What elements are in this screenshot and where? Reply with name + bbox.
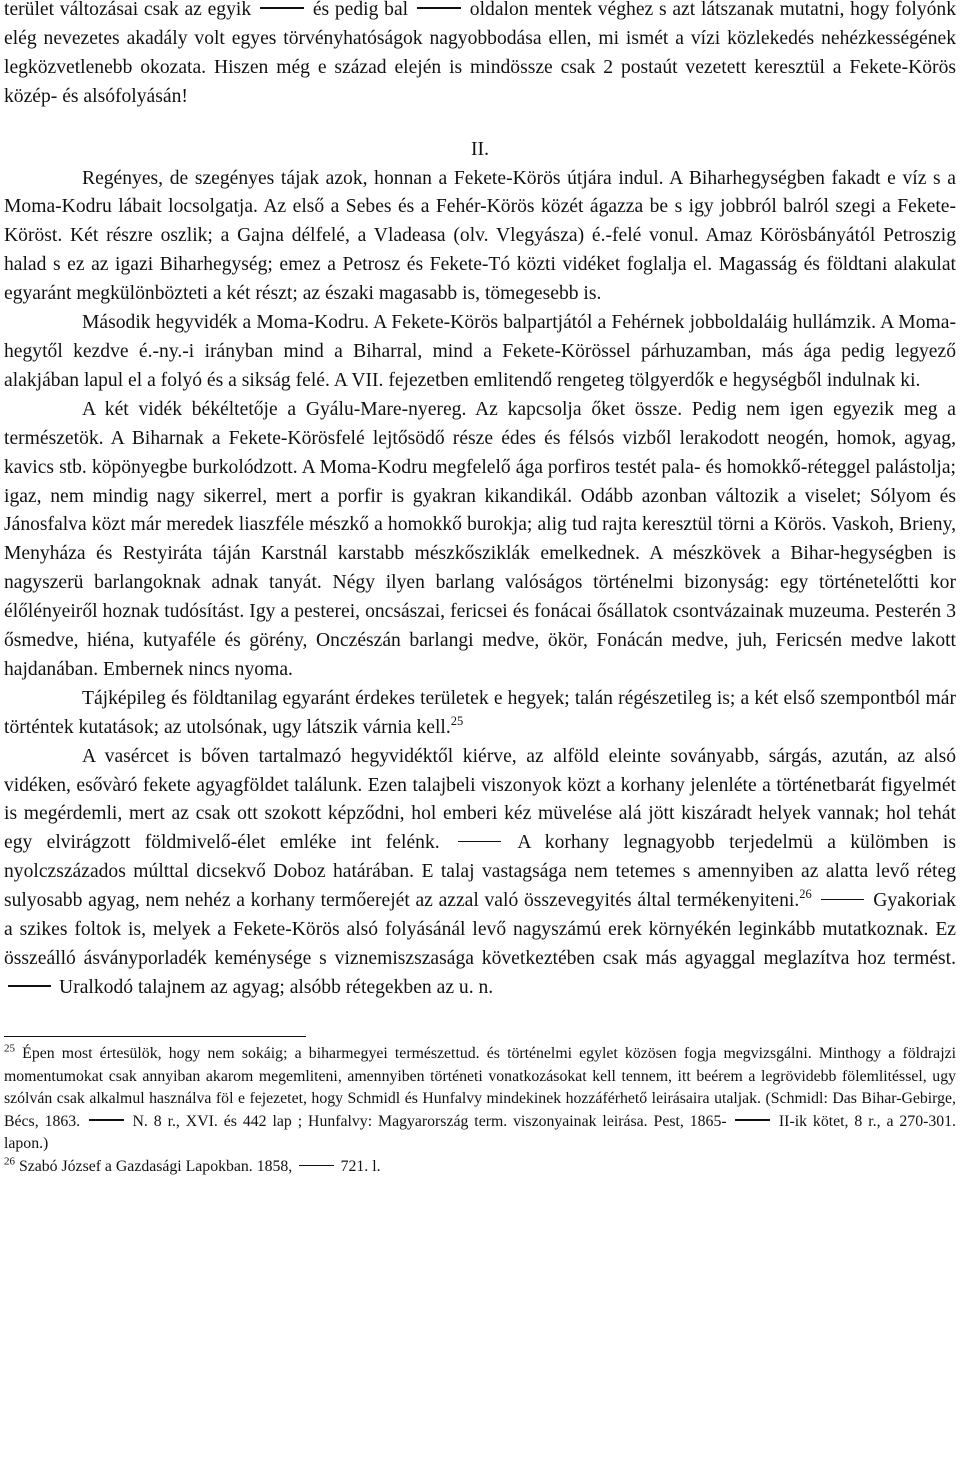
paragraph-5-text-a: A vasércet is bőven tartalmazó hegyvidéktől kiérve, az alföld eleinte soványabb, sárgás, azután, az alsó vidéken, esővàró fekete agyagföldet találunk. Ezen talajbeli viszonyok közt a korhany jelenléte a történetbarát figyelmét is megérdemli, mert az csak ott szokott képződni, hol emberi kéz müvelése alá jött kiszáradt helyek vannak; hol tehát egy elvirágzott földmivelő-élet emléke int felénk. [4, 745, 956, 854]
footnote-25 [4, 1043, 956, 1156]
paragraph-1: Regényes, de szegényes tájak azok, honnan a Fekete-Körös útjára indul. A Biharhegységben fakadt e víz s a Moma-Kodru lábait locsolgatja. Az első a Sebes és a Fehér-Körös közét ágazza be s igy jobbról balról szegi a Fekete-Köröst. Két részre oszlik; a Gajna délfelé, a Vladeasa (olv. Vlegyásza) é.-felé vonul. Amaz Körösbányától Petroszig halad s ez az igazi Biharhegység; emez a Petrosz és Fekete-Tó közti vidéket foglalja el. Magasság és földtani alakulat egyaránt megkülönbözteti a két részt; az északi magasabb is, tömegesebb is. [4, 167, 956, 305]
footnote-25-text-b: N. 8 r., XVI. és 442 lap ; Hunfalvy: Magyarország term. viszonyainak leirása. Pest, 1865- [132, 1112, 727, 1130]
paragraph-5-text-d: Uralkodó talajnem az agyag; alsóbb rétegekben az u. n. [59, 976, 494, 998]
paragraph-intro [4, 0, 956, 112]
em-dash [821, 899, 864, 900]
footnote-ref-25[interactable]: 25 [450, 713, 464, 728]
paragraph-2: Második hegyvidék a Moma-Kodru. A Fekete-Körös balpartjától a Fehérnek jobboldaláig hullámzik. A Moma-hegytől kezdve é.-ny.-i irányban mind a Biharral, mind a Fekete-Körössel párhuzamban, más ága pedig legyező alakjában lapul el a folyó és a sikság felé. A VII. fejezetben emlitendő rengeteg tölgyerdők e hegységből indulnak ki. [4, 312, 956, 391]
em-dash [89, 1119, 124, 1120]
paragraph-4-text: Tájképileg és földtanilag egyaránt érdekes területek e hegyek; talán régészetileg is; a két első szempontból már történtek kutatások; az utolsónak, ugy látszik várnia kell. [4, 687, 956, 738]
footnote-26-text-a: Szabó József a Gazdasági Lapokban. 1858, [18, 1158, 293, 1176]
em-dash [299, 1165, 334, 1166]
footnote-25-text-a: Épen most értesülök, hogy nem sokáig; a biharmegyei természettud. és történelmi egylet közösen fogja megvizsgálni. Minthogy a földrajzi momentumokat csak annyiban akarom megemliteni, amennyiben történeti vonatkozásokat kell tennem, itt beérem a legrövidebb fölemlitéssel, ugy szólván csak alkalmul használva föl e fejezetet, hogy Schmidl és Hunfalvy mindekinek hozzáférhető leirásaira utaljak. (Schmidl: Das Bihar-Gebirge, Bécs, 1863. [4, 1045, 956, 1130]
em-dash [417, 7, 460, 8]
footnote-26-text-b: 721. l. [340, 1158, 381, 1176]
intro-text-a: terület változásai csak az egyik [4, 0, 252, 20]
intro-text-c: oldalon mentek véghez s azt látszanak mutatni, hogy folyónk elég nevezetes akadály volt egyes törvényhatóságok nagyobbodása ellen, mi ismét a vízi közlekedés nehézkességének legközvetlenebb okozata. Hiszen még e század elején is mindössze csak 2 postaút vezetett keresztül a Fekete-Körös közép- és alsófolyásán! [4, 0, 957, 107]
footnote-26 [4, 1156, 956, 1179]
paragraph-5-text-b: A korhany legnagyobb terjedelmü a külömben is nyolczszázados múlttal dicsekvő Doboz határában. E talaj vastagsága nem tetemes s amennyiben az alatta levő réteg sulyosabb agyag, nem nehéz a korhany termőerejét az azzal való összevegyités által termékenyiteni. [4, 832, 956, 912]
intro-text-b: és pedig bal [312, 0, 409, 20]
footnote-marker: 26 [4, 1155, 15, 1168]
em-dash [260, 7, 303, 8]
footnote-marker: 25 [4, 1042, 15, 1055]
paragraph-5-text-c: Gyakoriak a szikes foltok is, melyek a Fekete-Körös alsó folyásánál levő nagyszámú erek környékén leginkább mutatkoznak. Ez összeálló ásványporladék keménysége s viznemiszszasága következtében csak más agyaggal meglazítva hoz termést. [4, 890, 956, 969]
footnote-ref-26[interactable]: 26 [799, 887, 812, 902]
em-dash [458, 841, 501, 842]
footnote-separator [4, 1036, 306, 1037]
paragraph-4 [4, 685, 956, 743]
section-heading: II. [471, 138, 489, 160]
em-dash [8, 985, 51, 986]
paragraph-5 [4, 743, 956, 1003]
footnote-25-text-c: II-ik kötet, 8 r., a 270-301. lapon.) [4, 1112, 956, 1153]
paragraph-3: A két vidék békéltetője a Gyálu-Mare-nyereg. Az kapcsolja őket össze. Pedig nem igen egyezik meg a természetök. A Biharnak a Fekete-Körösfelé lejtősödő része édes és félsós vizből lerakodott neogén, homok, agyag, kavics stb. köpönyegbe burkolódzott. A Moma-Kodru megfelelő ága porfiros testét pala- és homokkő-réteggel palástolja; igaz, nem mindig nagy sikerrel, mert a porfir is gyakran kikandikál. Odább azonban változik a viselet; Sólyom és Jánosfalva közt már meredek liaszféle mészkő a homokkő burokja; alig tud rajta keresztül törni a Körös. Vaskoh, Brieny, Menyháza és Restyiráta táján Karstnál karstabb mészkősziklák emelkednek. A mészkövek a Bihar-hegységben is nagyszerü barlangoknak adnak tanyát. Négy ilyen barlang valóságos történelmi bizonyság: egy történetelőtti kor élőlényeiről hoznak tudósítást. Igy a pesterei, oncsászai, fericsei és fonácai ősállatok csontvázainak muzeuma. Pesterén 3 ősmedve, hiéna, kutyaféle és görény, Onczészán barlangi medve, ökör, Fonácán medve, juh, Fericsén medve lakott hajdanában. Embernek nincs nyoma. [4, 398, 956, 680]
em-dash [735, 1119, 770, 1120]
